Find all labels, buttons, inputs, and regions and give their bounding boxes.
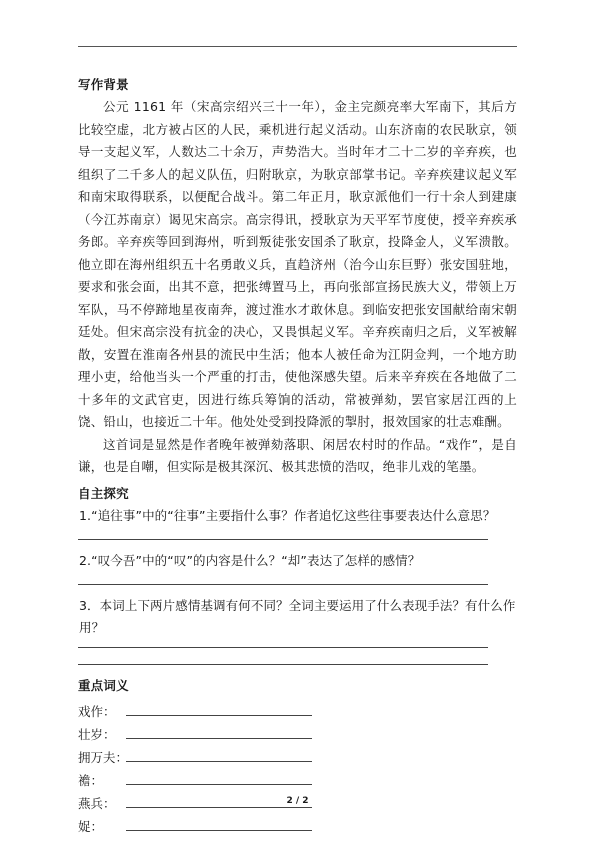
background-heading: 写作背景 (78, 77, 129, 92)
question-1: 1.“追往事”中的“往事”主要指什么事？作者追忆这些往事要表达什么意思？ (79, 507, 496, 523)
vocab-row (78, 720, 517, 743)
vocab-blank[interactable] (126, 701, 312, 716)
vocab-blank[interactable] (126, 747, 312, 762)
vocab-row (78, 697, 517, 720)
background-paragraph-2: 这首词是显然是作者晚年被弹劾落职、闲居农村时的作品。“戏作”，是自谦，也是自嘲，但实际是极其深沉、极其悲愤的浩叹，绝非儿戏的笔墨。 (78, 436, 517, 474)
vocabulary-heading: 重点词义 (78, 677, 129, 693)
vocabulary-section (78, 675, 517, 835)
vocab-row (78, 812, 517, 835)
vocab-term: 襜： (78, 772, 104, 788)
answer-line-1[interactable] (78, 527, 488, 540)
vocab-row (78, 766, 517, 789)
vocab-term: 戏作： (78, 703, 116, 719)
answer-line-3a[interactable] (78, 639, 488, 648)
worksheet-content (78, 74, 517, 835)
answer-line-3b[interactable] (78, 652, 488, 665)
inquiry-section (78, 483, 517, 665)
vocab-row (78, 743, 517, 766)
question-3: 3．本词上下两片感情基调有何不同？全词主要运用了什么表现手法？有什么作用？ (79, 597, 516, 635)
vocab-term: 娖： (78, 818, 104, 834)
vocab-term: 燕兵： (78, 795, 116, 811)
inquiry-heading: 自主探究 (78, 485, 129, 501)
page-number: 2 / 2 (286, 796, 309, 806)
vocab-blank[interactable] (126, 770, 312, 785)
vocab-blank[interactable] (126, 724, 312, 739)
vocab-term: 壮岁： (78, 726, 116, 742)
answer-line-2[interactable] (78, 572, 488, 585)
question-2: 2.“叹今吾”中的“叹”的内容是什么？“却”表达了怎样的感情？ (79, 552, 421, 568)
background-paragraph-1: 公元 1161 年（宋高宗绍兴三十一年），金主完颜亮率大军南下，其后方比较空虚，北方被占区的人民，乘机进行起义活动。山东济南的农民耿京，领导一支起义军，人数达二十余万，声势浩大。当时年才二十二岁的辛弃疾，也组织了二千多人的起义队伍，归附耿京，为耿京部掌书记。辛弃疾建议起义军和南宋取得联系，以便配合战斗。第二年正月，耿京派他们一行十余人到建康（今江苏南京）谒见宋高宗。高宗得讯，授耿京为天平军节度使，授辛弃疾承务郎。辛弃疾等回到海州，听到叛徒张安国杀了耿京，投降金人，义军溃散。他立即在海州组织五十名勇敢义兵，直趋济州（治今山东巨野）张安国驻地，要求和张会面，出其不意，把张缚置马上，再向张部宣扬民族大义，带领上万军队，马不停蹄地星夜南奔，渡过淮水才敢休息。到临安把张安国献给南宋朝廷处。但宋高宗没有抗金的决心，又畏惧起义军。辛弃疾南归之后，义军被解散，安置在淮南各州县的流民中生活；他本人被任命为江阴佥判，一个地方助理小吏，给他当头一个严重的打击，使他深感失望。后来辛弃疾在各地做了二十多年的文武官吏，因进行练兵筹饷的活动，常被弹劾，罢官家居江西的上饶、铅山，也接近二十年。他处处受到投降派的掣肘，报效国家的壮志难酬。 (78, 99, 517, 429)
header-rule (78, 46, 517, 47)
vocab-blank[interactable] (126, 816, 312, 831)
vocab-term: 拥万夫： (78, 749, 129, 765)
